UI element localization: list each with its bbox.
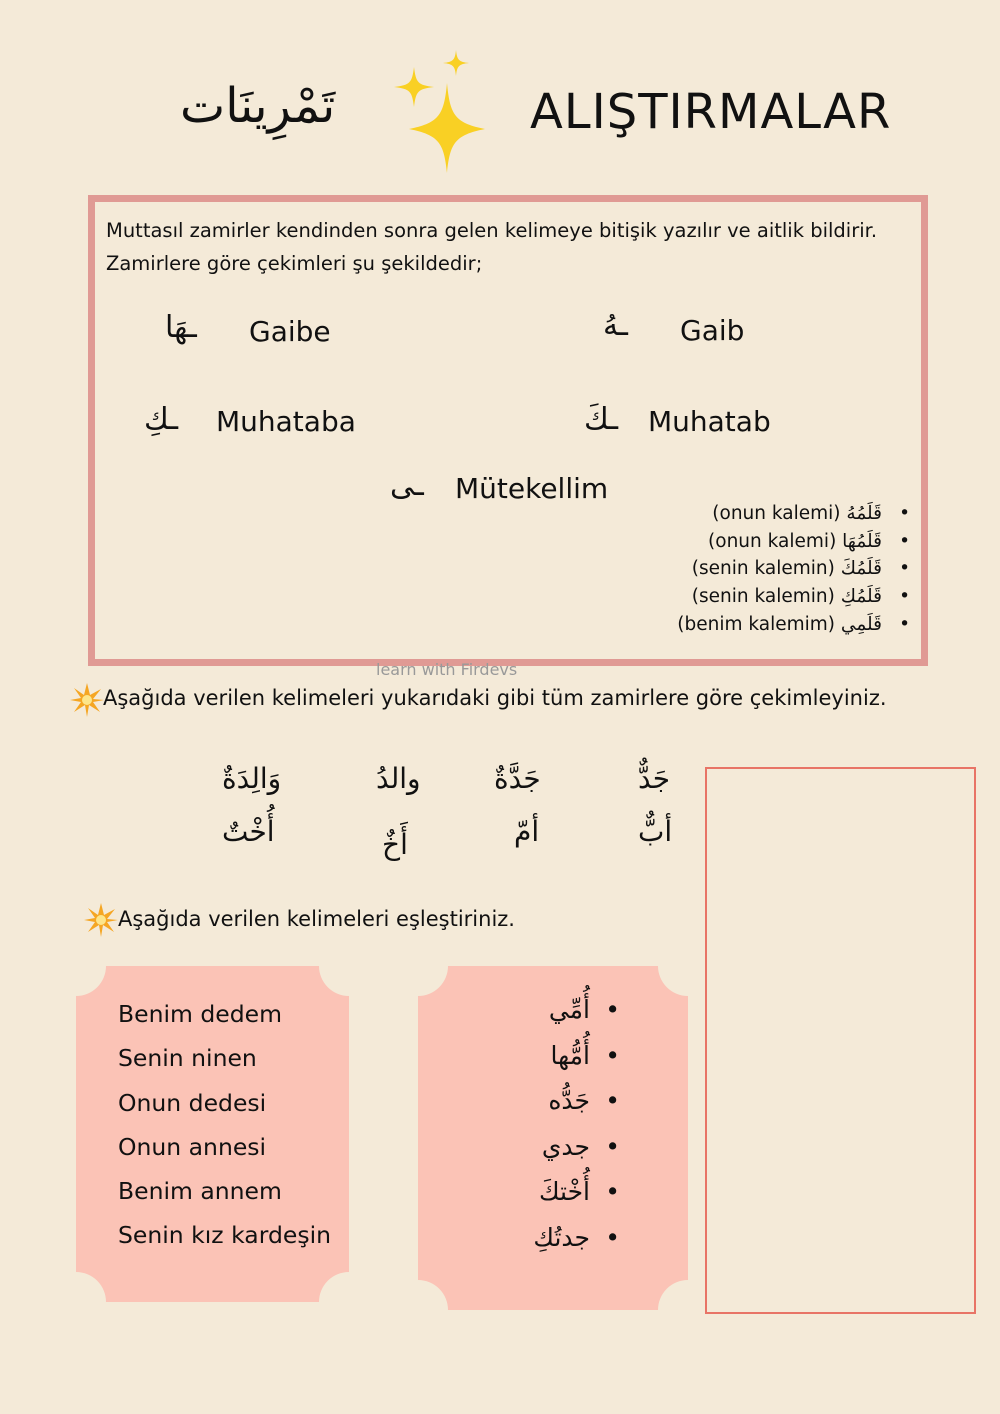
example-item: • قَلَمِي (benim kalemim) xyxy=(640,614,910,642)
suffix-gaibe: ـهَا xyxy=(165,310,197,345)
vocab-word: أمّ xyxy=(514,815,540,848)
match-left-item[interactable]: Senin ninen xyxy=(118,1044,257,1073)
intro-line-1: Muttasıl zamirler kendinden sonra gelen kelimeye bitişik yazılır ve aitlik bildirir. xyxy=(106,219,878,242)
match-right-item[interactable]: • أُمُّها xyxy=(440,1041,620,1087)
page-title: ALIŞTIRMALAR xyxy=(530,84,892,140)
sparkle-burst-icon xyxy=(84,903,118,937)
vocab-word: أُخْتٌ xyxy=(222,815,275,848)
match-right-item[interactable]: • جدي xyxy=(440,1132,620,1178)
sparkle-burst-icon xyxy=(70,683,104,717)
suffix-mutekellim: ـى xyxy=(390,468,424,503)
arabic-title: تَمْرِينَات xyxy=(180,78,336,134)
right-match-list xyxy=(440,995,620,1268)
label-gaibe: Gaibe xyxy=(249,315,331,348)
match-left-item[interactable]: Benim annem xyxy=(118,1177,282,1206)
suffix-muhatab: ـكَ xyxy=(584,402,619,437)
match-right-item[interactable]: • أُخْتكَ xyxy=(440,1177,620,1223)
vocab-word: أبٌّ xyxy=(638,815,673,848)
vocab-word: جَدٌّ xyxy=(638,762,671,795)
label-mutekellim: Mütekellim xyxy=(455,472,609,505)
match-left-item[interactable]: Senin kız kardeşin xyxy=(118,1221,331,1250)
rules-intro xyxy=(106,214,906,280)
example-item: • قَلَمُهَا (onun kalemi) xyxy=(640,531,910,559)
vocab-word: أَخٌ xyxy=(382,828,408,861)
suffix-muhataba: ـكِ xyxy=(144,402,179,437)
sparkles-icon xyxy=(390,45,490,173)
watermark: learn with Firdevs xyxy=(376,660,518,679)
match-left-item[interactable]: Onun dedesi xyxy=(118,1088,267,1117)
answer-box[interactable] xyxy=(705,767,976,1314)
label-muhataba: Muhataba xyxy=(216,405,356,438)
match-right-item[interactable]: • جدتُكِ xyxy=(440,1223,620,1269)
example-list xyxy=(640,503,910,641)
match-left-item[interactable]: Onun annesi xyxy=(118,1132,267,1161)
match-right-item[interactable]: • أُمِّي xyxy=(440,995,620,1041)
vocab-word: وَالِدَةٌ xyxy=(222,762,282,795)
intro-line-2: Zamirlere göre çekimleri şu şekildedir; xyxy=(106,252,483,275)
match-right-item[interactable]: • جَدُّه xyxy=(440,1086,620,1132)
example-item: • قَلَمُكَ (senin kalemin) xyxy=(640,558,910,586)
example-item: • قَلَمُكِ (senin kalemin) xyxy=(640,586,910,614)
vocab-word: جَدَّةٌ xyxy=(494,762,541,795)
left-match-list xyxy=(118,1000,331,1266)
suffix-gaib: ـهُ xyxy=(603,308,628,343)
vocab-word: والدُ xyxy=(376,762,421,795)
instruction-2: Aşağıda verilen kelimeleri eşleştiriniz. xyxy=(118,907,515,931)
example-item: • قَلَمُهُ (onun kalemi) xyxy=(640,503,910,531)
instruction-1: Aşağıda verilen kelimeleri yukarıdaki gibi tüm zamirlere göre çekimleyiniz. xyxy=(103,686,887,710)
match-left-item[interactable]: Benim dedem xyxy=(118,1000,283,1028)
label-muhatab: Muhatab xyxy=(648,405,771,438)
label-gaib: Gaib xyxy=(680,314,745,347)
